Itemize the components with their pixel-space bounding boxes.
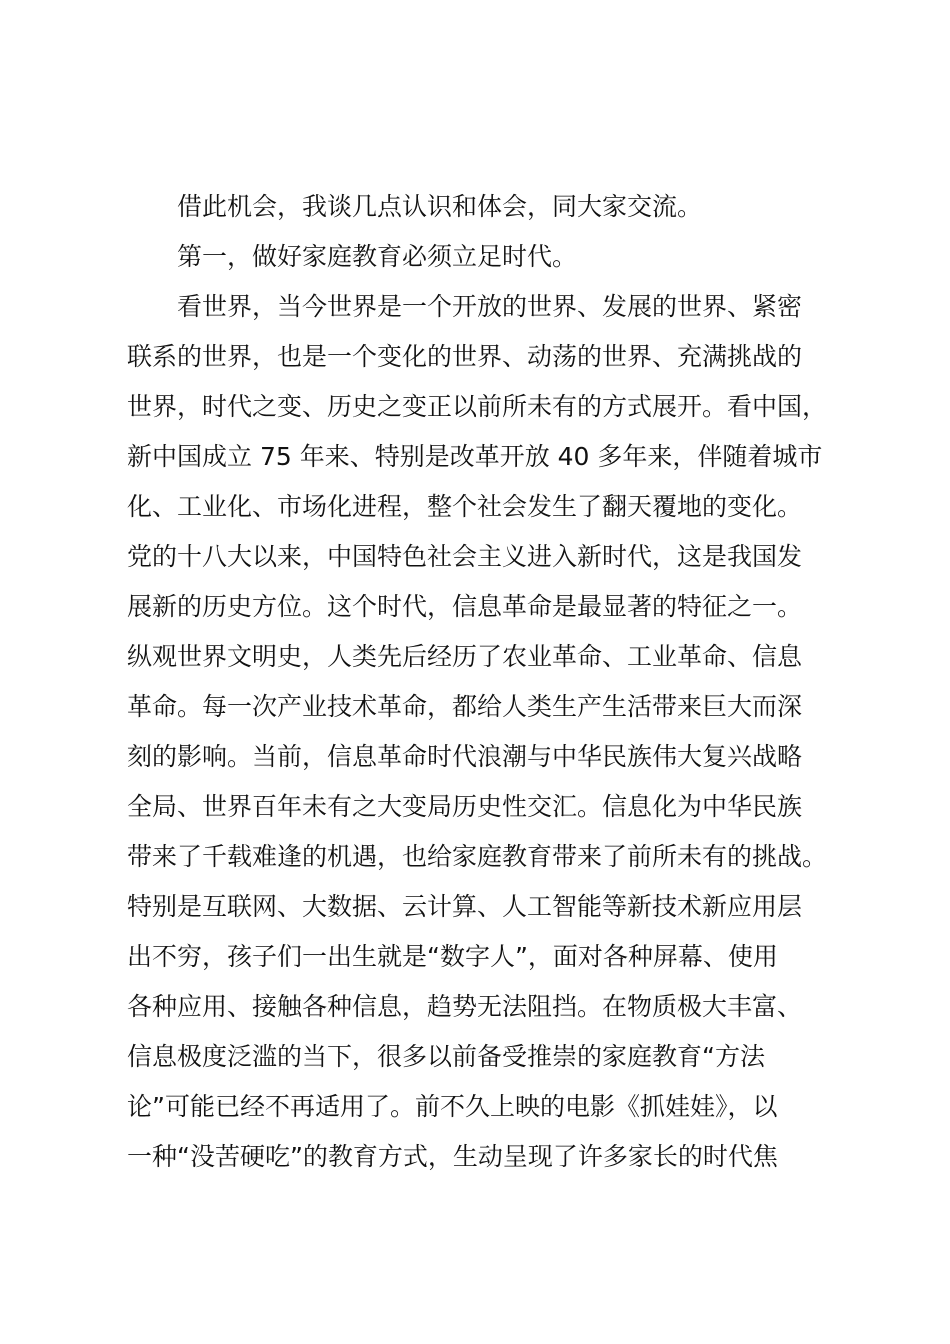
body-line: 新中国成立 75 年来、特别是改革开放 40 多年来，伴随着城市 [127, 442, 823, 471]
body-line: 化、工业化、市场化进程，整个社会发生了翻天覆地的变化。 [127, 492, 803, 521]
body-line: 党的十八大以来，中国特色社会主义进入新时代，这是我国发 [127, 542, 803, 571]
document-body [127, 182, 847, 1182]
body-line: 纵观世界文明史，人类先后经历了农业革命、工业革命、信息 [127, 642, 803, 671]
body-line: 出不穷，孩子们一出生就是“数字人”，面对各种屏幕、使用 [127, 942, 778, 971]
body-line: 信息极度泛滥的当下，很多以前备受推崇的家庭教育“方法 [127, 1042, 765, 1071]
body-line: 全局、世界百年未有之大变局历史性交汇。信息化为中华民族 [127, 792, 803, 821]
body-line: 展新的历史方位。这个时代，信息革命是最显著的特征之一。 [127, 592, 803, 621]
body-line: 各种应用、接触各种信息，趋势无法阻挡。在物质极大丰富、 [127, 992, 803, 1021]
body-line: 联系的世界，也是一个变化的世界、动荡的世界、充满挑战的 [127, 342, 803, 371]
body-line: 看世界，当今世界是一个开放的世界、发展的世界、紧密 [177, 292, 803, 321]
body-line: 带来了千载难逢的机遇，也给家庭教育带来了前所未有的挑战。 [127, 842, 828, 871]
body-line: 刻的影响。当前，信息革命时代浪潮与中华民族伟大复兴战略 [127, 742, 803, 771]
body-line: 世界，时代之变、历史之变正以前所未有的方式展开。看中国， [127, 392, 828, 421]
intro-paragraph: 借此机会，我谈几点认识和体会，同大家交流。 [177, 192, 703, 221]
body-line: 论”可能已经不再适用了。前不久上映的电影《抓娃娃》，以 [127, 1092, 778, 1121]
body-line: 特别是互联网、大数据、云计算、人工智能等新技术新应用层 [127, 892, 803, 921]
body-line: 革命。每一次产业技术革命，都给人类生产生活带来巨大而深 [127, 692, 803, 721]
body-line: 一种“没苦硬吃”的教育方式，生动呈现了许多家长的时代焦 [127, 1142, 778, 1171]
section-heading-first: 第一，做好家庭教育必须立足时代。 [177, 242, 578, 271]
